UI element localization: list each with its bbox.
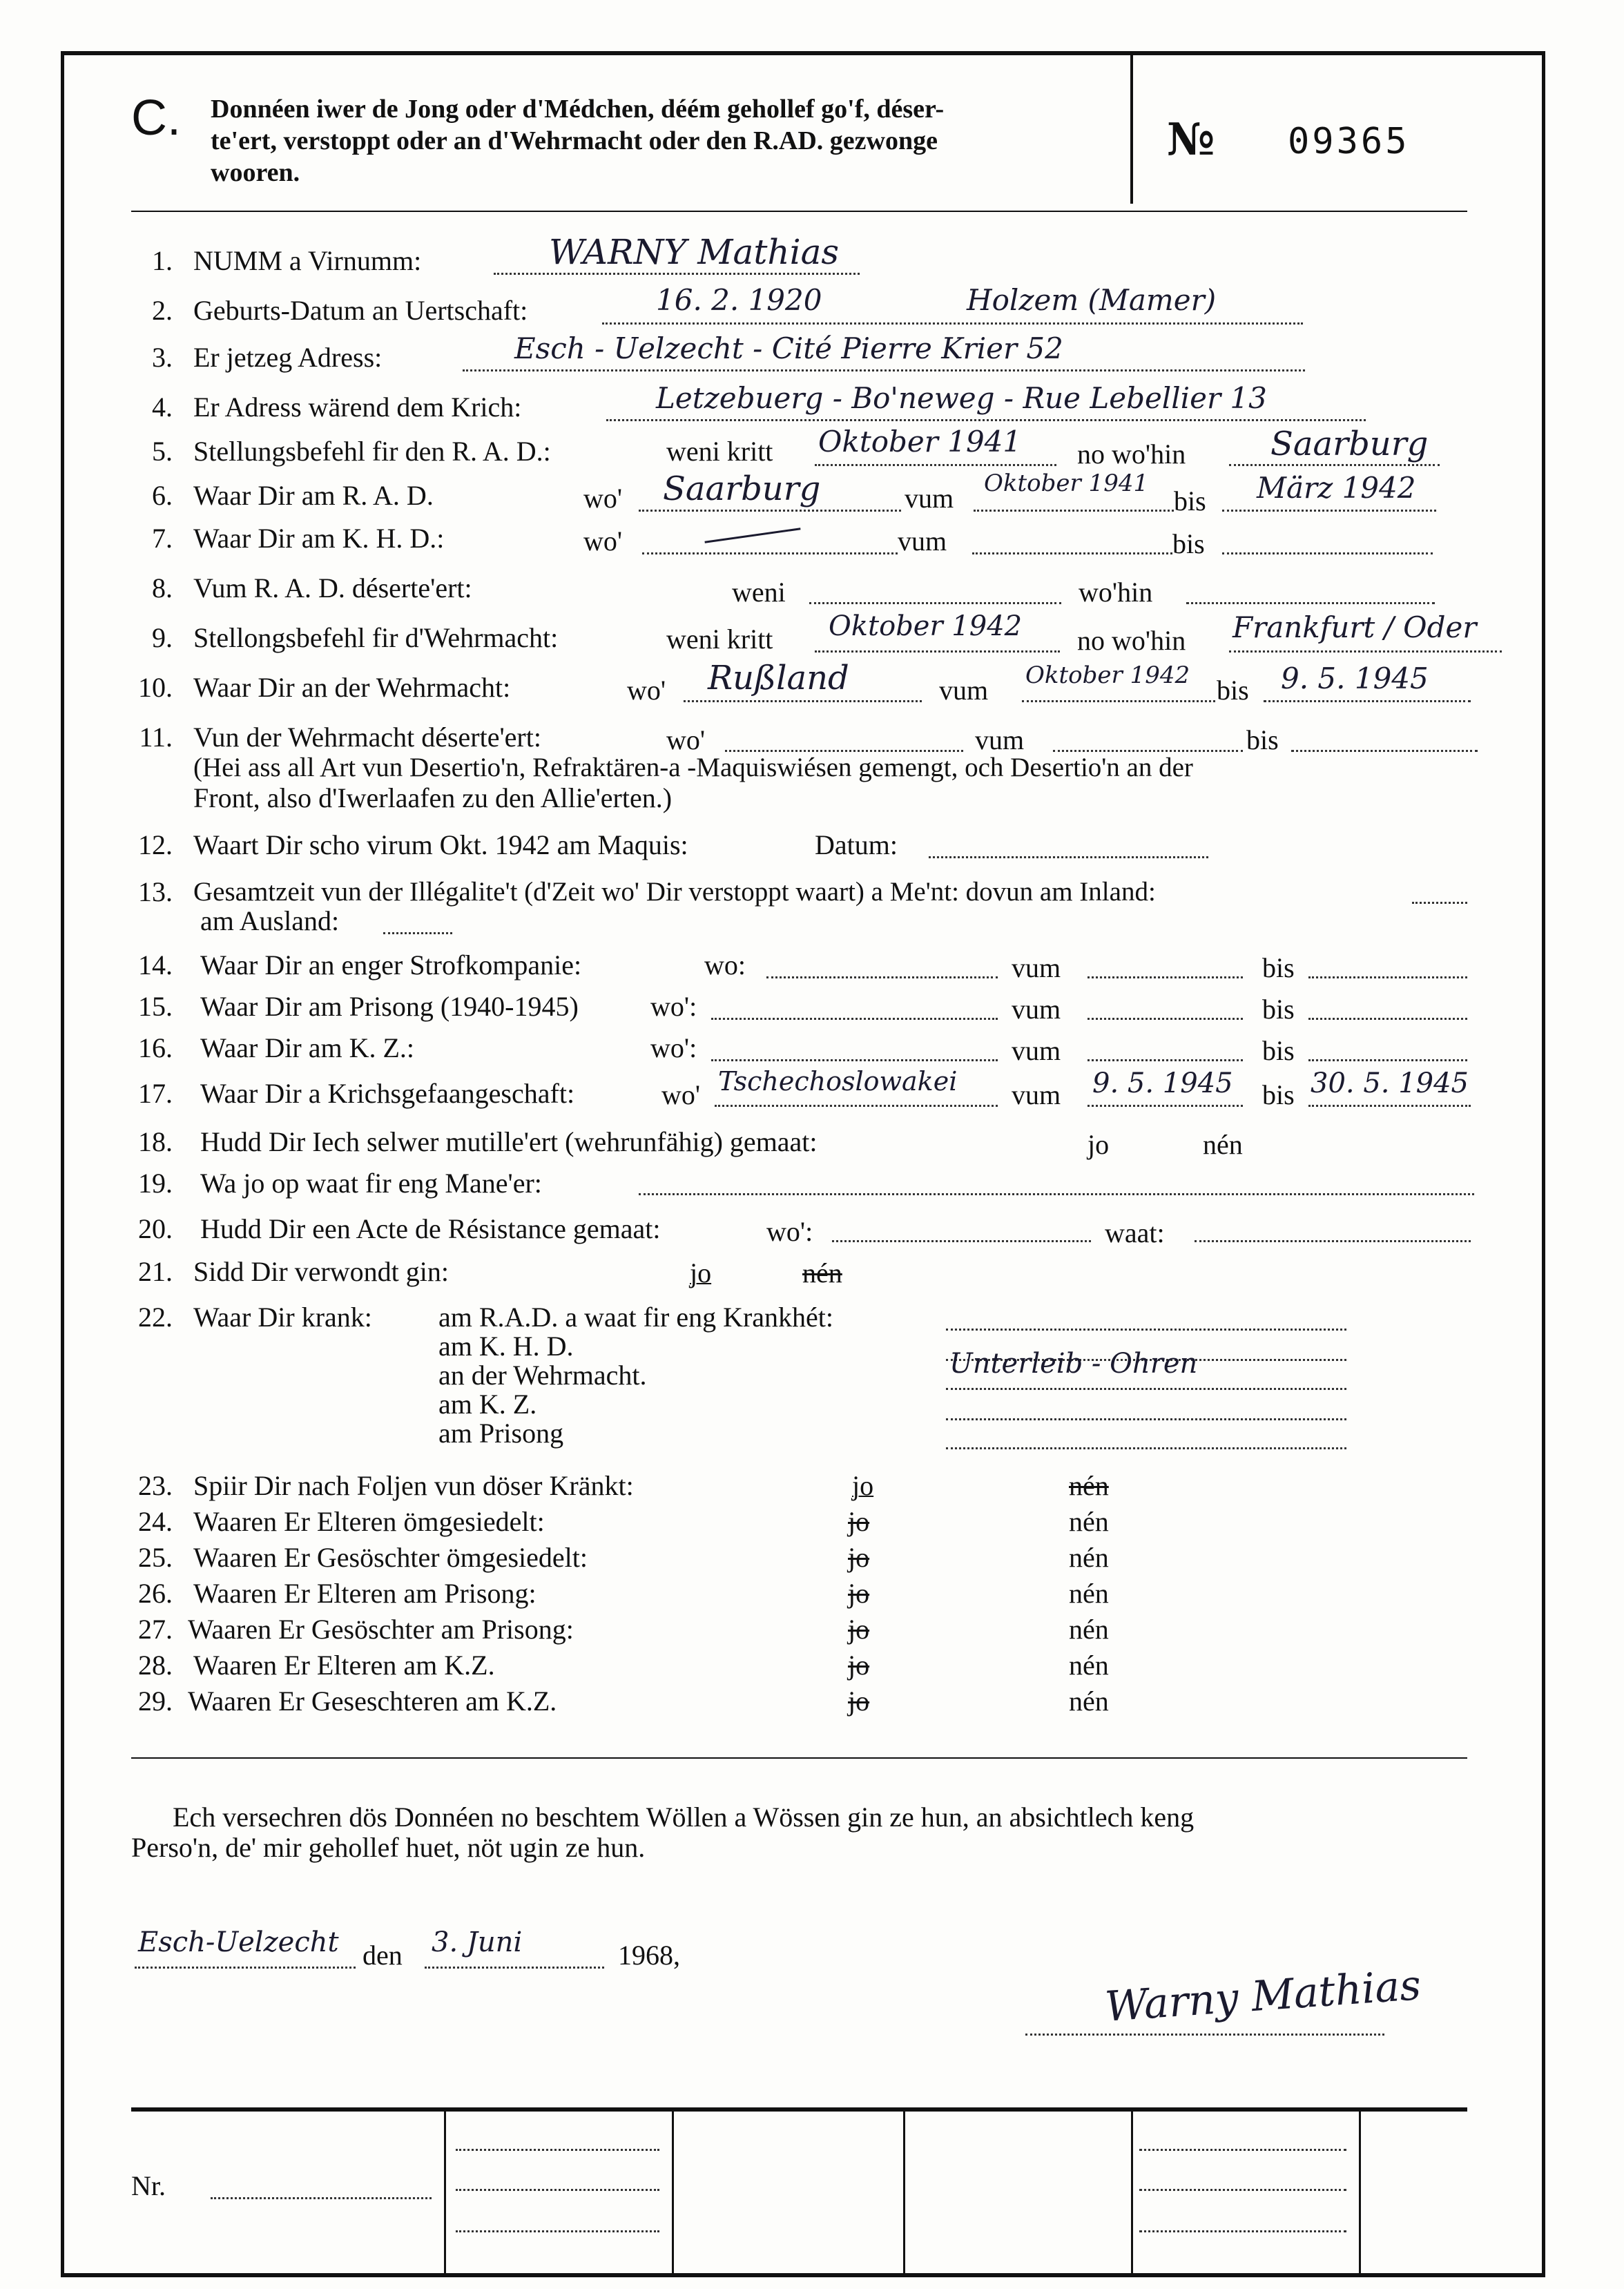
handwritten-pow-place: Tschechoslowakei — [718, 1066, 958, 1097]
declaration-text: Perso'n, de' mir gehollef huet, nöt ugin ze hun. — [131, 1832, 646, 1863]
field-line — [715, 1105, 998, 1107]
handwritten-rad-destination: Saarburg — [1270, 425, 1429, 463]
field-line — [711, 1059, 998, 1061]
row-number: 28. — [138, 1650, 173, 1681]
field-line — [815, 464, 1056, 466]
header-divider-vertical — [1130, 55, 1133, 204]
nr-line — [211, 2197, 432, 2199]
header-divider — [131, 211, 1467, 212]
field-line — [1264, 700, 1471, 702]
field-label: Hudd Dir Iech selwer mutille'ert (wehrunfähig) gemaat: — [200, 1126, 818, 1157]
nen-option: nén — [1069, 1542, 1109, 1573]
field-label: Waar Dir krank: — [193, 1302, 372, 1333]
row-number: 10. — [138, 672, 173, 703]
row-number: 4. — [152, 392, 173, 423]
weni-label: weni kritt — [666, 624, 773, 655]
vum-label: vum — [898, 525, 947, 557]
field-line — [1308, 1018, 1467, 1020]
field-label: Waaren Er Elteren ömgesiedelt: — [193, 1506, 545, 1537]
weni-label: weni kritt — [666, 436, 773, 467]
field-line — [1291, 750, 1478, 752]
field-line — [602, 322, 1303, 325]
field-line — [639, 510, 901, 512]
row-number: 20. — [138, 1213, 173, 1244]
field-label: Gesamtzeit vun der Illégalite't (d'Zeit wo' Dir verstoppt waart) a Me'nt: dovun am Inland: — [193, 877, 1156, 907]
nen-option: nén — [1203, 1129, 1243, 1160]
footer-cell-line — [456, 2230, 659, 2232]
handwritten-name: WARNY Mathias — [549, 232, 840, 272]
field-line — [929, 856, 1208, 858]
section-letter: C. — [131, 90, 181, 146]
field-line — [383, 932, 452, 934]
row-number: 21. — [138, 1256, 173, 1287]
footer-col-divider — [1359, 2107, 1361, 2277]
row-number: 25. — [138, 1542, 173, 1573]
row-number: 23. — [138, 1470, 173, 1501]
field-line — [946, 1329, 1346, 1331]
row-number: 14. — [138, 949, 173, 981]
field-line — [1308, 1105, 1471, 1107]
wo-label: wo: — [704, 949, 746, 981]
field-label: Stellongsbefehl fir d'Wehrmacht: — [193, 622, 559, 653]
handwritten-wehrmacht-until: 9. 5. 1945 — [1281, 661, 1429, 695]
header-title — [211, 93, 944, 189]
field-line — [815, 650, 1060, 653]
nen-option: nén — [1069, 1614, 1109, 1645]
jo-option-struck: jo — [848, 1650, 870, 1681]
vum-label: vum — [975, 724, 1025, 755]
wo-label: wo' — [583, 525, 623, 557]
field-line — [1229, 650, 1502, 653]
row-number: 26. — [138, 1578, 173, 1609]
wo-label: wo' — [666, 724, 706, 755]
vum-label: vum — [1012, 952, 1061, 983]
handwritten-place: Esch-Uelzecht — [138, 1926, 339, 1958]
field-line — [711, 1018, 998, 1020]
field-label: Waar Dir a Krichsgefaangeschaft: — [200, 1078, 575, 1109]
jo-option-struck: jo — [848, 1506, 870, 1537]
field-label: Waaren Er Elteren am K.Z. — [193, 1650, 495, 1681]
field-line — [1195, 1240, 1471, 1242]
illness-sub-label: am Prisong — [438, 1418, 564, 1449]
jo-option-struck: jo — [848, 1614, 870, 1645]
ausland-label: am Ausland: — [200, 905, 340, 936]
illness-sub-label: am K. Z. — [438, 1389, 537, 1420]
desertion-note: (Hei ass all Art vun Desertio'n, Refraktären-a -Maquiswiésen gemengt, och Desertio'n an der — [193, 753, 1193, 782]
row-number: 22. — [138, 1302, 173, 1333]
handwritten-wehrmacht-destination: Frankfurt / Oder — [1232, 610, 1477, 644]
field-line — [642, 552, 898, 554]
handwritten-birthdate: 16. 2. 1920 — [656, 283, 822, 317]
handwritten-signature: Warny Mathias — [1103, 1961, 1423, 2031]
wo-label: wo' — [627, 675, 666, 706]
field-line — [1229, 464, 1440, 466]
illness-sub-label: an der Wehrmacht. — [438, 1360, 647, 1391]
handwritten-pow-from: 9. 5. 1945 — [1092, 1068, 1233, 1099]
field-label: Hudd Dir een Acte de Résistance gemaat: — [200, 1213, 661, 1244]
handwritten-rad-until: März 1942 — [1257, 471, 1416, 505]
weni-label: weni — [732, 577, 786, 608]
field-line — [946, 1418, 1346, 1420]
handwritten-illness: Unterleib - Ohren — [949, 1348, 1198, 1380]
number-label: № — [1167, 114, 1215, 166]
field-label: Waar Dir am K. Z.: — [200, 1032, 414, 1063]
field-label: Spiir Dir nach Foljen vun döser Kränkt: — [193, 1470, 634, 1501]
field-line — [1088, 1018, 1243, 1020]
row-number: 16. — [138, 1032, 173, 1063]
field-label: Waar Dir am R. A. D. — [193, 480, 434, 511]
nen-option: nén — [1069, 1650, 1109, 1681]
year-label: 1968, — [618, 1940, 680, 1971]
footer-cell-line — [1139, 2189, 1346, 2191]
field-line — [463, 369, 1305, 371]
field-label: Stellungsbefehl fir den R. A. D.: — [193, 436, 551, 467]
jo-option-struck: jo — [848, 1686, 870, 1717]
field-line — [1022, 700, 1215, 702]
field-line — [1088, 1105, 1243, 1107]
field-line — [766, 976, 998, 978]
field-line — [606, 419, 1366, 421]
section-divider — [131, 1757, 1467, 1759]
footer-col-divider — [1131, 2107, 1133, 2277]
row-number: 8. — [152, 572, 173, 603]
footer-cell-line — [1139, 2230, 1346, 2232]
field-label: Waaren Er Gesöschter am Prisong: — [188, 1614, 574, 1645]
bis-label: bis — [1262, 952, 1295, 983]
field-label: Vum R. A. D. déserte'ert: — [193, 572, 472, 603]
footer-cell-line — [456, 2149, 659, 2151]
row-number: 7. — [152, 523, 173, 554]
field-label: Geburts-Datum an Uertschaft: — [193, 295, 528, 326]
handwritten-wehrmacht-from: Oktober 1942 — [1025, 661, 1190, 689]
jo-option: jo — [1088, 1129, 1110, 1160]
field-line — [1088, 976, 1243, 978]
illness-sub-label: am K. H. D. — [438, 1331, 574, 1362]
row-number: 2. — [152, 295, 173, 326]
field-label: Waaren Er Geseschteren am K.Z. — [188, 1686, 557, 1717]
handwritten-birthplace: Holzem (Mamer) — [967, 283, 1217, 317]
footer-col-divider — [903, 2107, 905, 2277]
row-number: 9. — [152, 622, 173, 653]
field-line — [1186, 602, 1435, 604]
field-label: Sidd Dir verwondt gin: — [193, 1256, 449, 1287]
row-number: 11. — [139, 722, 173, 753]
handwritten-war-address: Letzebuerg - Bo'neweg - Rue Lebellier 13 — [656, 381, 1267, 415]
field-line — [684, 700, 922, 702]
field-label: Waar Dir an der Wehrmacht: — [193, 672, 511, 703]
bis-label: bis — [1172, 528, 1205, 559]
handwritten-wehrmacht-place: Rußland — [708, 659, 849, 697]
header-title-line: te'ert, verstoppt oder an d'Wehrmacht oder den R.AD. gezwonge — [211, 126, 938, 155]
field-label: Wa jo op waat fir eng Mane'er: — [200, 1168, 542, 1199]
desertion-note: Front, also d'Iwerlaafen zu den Allie'erten.) — [193, 782, 673, 813]
place-line — [135, 1967, 356, 1969]
nen-option-struck: nén — [802, 1257, 842, 1288]
handwritten-address: Esch - Uelzecht - Cité Pierre Krier 52 — [514, 331, 1063, 365]
field-line — [974, 510, 1174, 512]
field-line — [972, 552, 1172, 554]
field-line — [494, 273, 860, 275]
field-label: Waar Dir am K. H. D.: — [193, 523, 445, 554]
row-number: 19. — [138, 1168, 173, 1199]
datum-label: Datum: — [815, 829, 898, 860]
field-line — [1308, 1059, 1467, 1061]
waat-label: waat: — [1105, 1217, 1165, 1248]
field-label: Waaren Er Elteren am Prisong: — [193, 1578, 536, 1609]
signature-line — [1025, 2034, 1384, 2036]
wo-label: wo' — [583, 483, 623, 514]
row-number: 15. — [138, 991, 173, 1022]
row-number: 12. — [138, 829, 173, 860]
field-label: Er jetzeg Adress: — [193, 342, 383, 373]
row-number: 5. — [152, 436, 173, 467]
vum-label: vum — [939, 675, 989, 706]
date-line — [425, 1967, 604, 1969]
field-line — [832, 1240, 1091, 1242]
wohin-label: no wo'hin — [1077, 438, 1186, 470]
bis-label: bis — [1262, 1035, 1295, 1066]
nen-option-struck: nén — [1069, 1470, 1109, 1501]
vum-label: vum — [905, 483, 954, 514]
footer-col-divider — [672, 2107, 674, 2277]
row-number: 1. — [152, 245, 173, 276]
handwritten-wehrmacht-order-date: Oktober 1942 — [829, 610, 1023, 642]
field-line — [1412, 902, 1467, 904]
nen-option: nén — [1069, 1686, 1109, 1717]
field-line — [1222, 552, 1433, 554]
bis-label: bis — [1217, 675, 1249, 706]
handwritten-rad-place: Saarburg — [663, 470, 821, 508]
wo-label: wo': — [650, 1032, 697, 1063]
jo-option-struck: jo — [848, 1542, 870, 1573]
bis-label: bis — [1262, 994, 1295, 1025]
nr-label: Nr. — [131, 2170, 166, 2201]
field-label: Er Adress wärend dem Krich: — [193, 392, 522, 423]
nen-option: nén — [1069, 1506, 1109, 1537]
footer-rule-thick — [131, 2107, 1467, 2112]
wohin-label: wo'hin — [1079, 577, 1153, 608]
handwritten-pow-until: 30. 5. 1945 — [1311, 1068, 1469, 1099]
field-line — [1088, 1059, 1243, 1061]
declaration-text: Ech versechren dös Donnéen no beschtem Wöllen a Wössen gin ze hun, an absichtlech keng — [173, 1802, 1195, 1833]
field-line — [1308, 976, 1467, 978]
row-number: 24. — [138, 1506, 173, 1537]
field-label: Waar Dir an enger Strofkompanie: — [200, 949, 582, 981]
handwritten-day-month: 3. Juni — [432, 1926, 523, 1958]
footer-cell-line — [456, 2189, 659, 2191]
wohin-label: no wo'hin — [1077, 625, 1186, 656]
row-number: 27. — [138, 1614, 173, 1645]
header-title-line: Donnéen iwer de Jong oder d'Médchen, déém gehollef go'f, déser- — [211, 95, 945, 124]
form-number: 09365 — [1288, 121, 1410, 162]
row-number: 3. — [152, 342, 173, 373]
field-label: Waar Dir am Prisong (1940-1945) — [200, 991, 579, 1022]
handwritten-rad-from: Oktober 1941 — [984, 470, 1149, 497]
row-number: 17. — [138, 1078, 173, 1109]
handwritten-rad-order-date: Oktober 1941 — [818, 425, 1022, 458]
wo-label: wo': — [766, 1216, 813, 1247]
row-number: 29. — [138, 1686, 173, 1717]
field-label: NUMM a Virnumm: — [193, 245, 422, 276]
illness-sub-label: am R.A.D. a waat fir eng Krankhét: — [438, 1302, 834, 1333]
footer-cell-line — [1139, 2149, 1346, 2151]
wo-label: wo': — [650, 991, 697, 1022]
field-line — [946, 1447, 1346, 1449]
row-number: 18. — [138, 1126, 173, 1157]
row-number: 6. — [152, 480, 173, 511]
jo-option-selected: jo — [852, 1470, 874, 1501]
wo-label: wo' — [661, 1079, 701, 1110]
bis-label: bis — [1174, 485, 1206, 516]
field-line — [809, 602, 1061, 604]
bis-label: bis — [1246, 724, 1279, 755]
jo-option-selected: jo — [690, 1257, 712, 1288]
row-number: 13. — [138, 876, 173, 907]
bis-label: bis — [1262, 1079, 1295, 1110]
vum-label: vum — [1012, 1079, 1061, 1110]
footer-col-divider — [444, 2107, 446, 2277]
jo-option-struck: jo — [848, 1578, 870, 1609]
field-line — [1222, 510, 1436, 512]
vum-label: vum — [1012, 994, 1061, 1025]
header-title-line: wooren. — [211, 158, 300, 187]
field-label: Waaren Er Gesöschter ömgesiedelt: — [193, 1542, 588, 1573]
field-line — [639, 1193, 1474, 1195]
field-label: Vun der Wehrmacht déserte'ert: — [193, 722, 541, 753]
den-label: den — [362, 1940, 403, 1971]
nen-option: nén — [1069, 1578, 1109, 1609]
vum-label: vum — [1012, 1035, 1061, 1066]
field-label: Waart Dir scho virum Okt. 1942 am Maquis: — [193, 829, 688, 860]
field-line — [946, 1388, 1346, 1390]
